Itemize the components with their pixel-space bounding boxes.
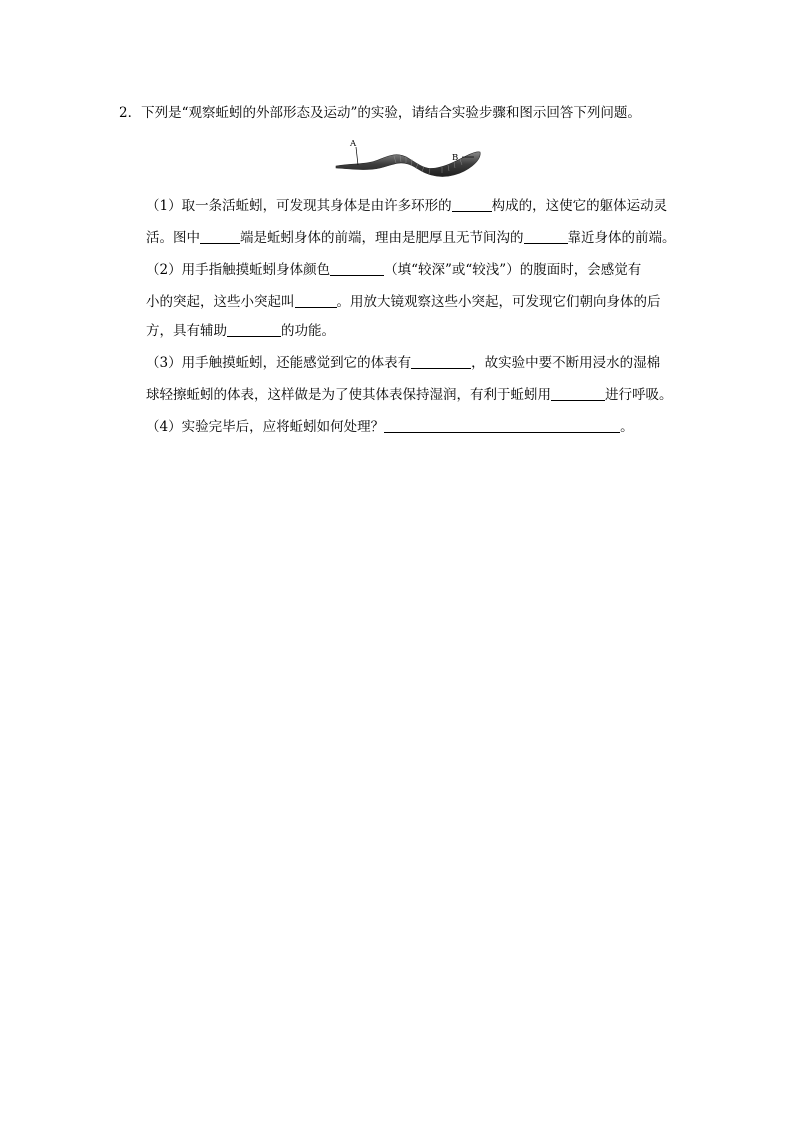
answer-blank[interactable] [384, 418, 620, 433]
label-a: A [350, 139, 357, 149]
question-stem [119, 104, 679, 122]
answer-blank[interactable] [452, 197, 492, 212]
item-3-line-2 [146, 386, 673, 404]
item-2-line-3 [146, 322, 335, 340]
item-3-text-b: ，故实验中要不断用浸水的湿棉 [471, 355, 661, 371]
answer-blank[interactable] [524, 229, 568, 244]
item-3-text-d: 进行呼吸。 [605, 387, 673, 403]
item-2-text-a: （2）用手指触摸蚯蚓身体颜色 [146, 262, 331, 278]
question-number: 2． [119, 105, 142, 121]
item-3-text-a: （3）用手触摸蚯蚓，还能感觉到它的体表有 [146, 355, 412, 371]
label-b: B [452, 153, 459, 163]
item-1-text-a: （1）取一条活蚯蚓，可发现其身体是由许多环形的 [146, 198, 452, 214]
answer-blank[interactable] [295, 293, 337, 308]
item-1-line-1 [146, 197, 667, 215]
answer-blank[interactable] [551, 386, 605, 401]
answer-blank[interactable] [227, 322, 281, 337]
answer-blank[interactable] [200, 229, 240, 244]
question-text: 下列是“观察蚯蚓的外部形态及运动”的实验，请结合实验步骤和图示回答下列问题。 [141, 105, 641, 121]
item-1-line-2 [146, 229, 676, 247]
item-2-line-1 [146, 261, 641, 279]
item-4-line-1 [146, 418, 634, 436]
item-2-text-d: 。用放大镜观察这些小突起，可发现它们朝向身体的后 [336, 294, 661, 310]
item-3-text-c: 球轻擦蚯蚓的体表，这样做是为了使其体表保持湿润，有利于蚯蚓用 [146, 387, 551, 403]
item-3-line-1 [146, 354, 660, 372]
item-1-text-e: 靠近身体的前端。 [567, 230, 676, 246]
item-4-text-a: （4）实验完毕后，应将蚯蚓如何处理？ [146, 419, 385, 435]
item-2-text-b: （填“较深”或“较浅”）的腹面时，会感觉有 [384, 262, 642, 278]
item-2-text-f: 的功能。 [281, 323, 335, 339]
item-1-text-b: 构成的，这使它的躯体运动灵 [491, 198, 668, 214]
answer-blank[interactable] [330, 261, 384, 276]
earthworm-figure [334, 136, 484, 186]
item-1-text-c: 活。图中 [146, 230, 200, 246]
item-2-line-2 [146, 293, 661, 311]
item-1-text-d: 端是蚯蚓身体的前端，理由是肥厚且无节间沟的 [240, 230, 524, 246]
label-a-pointer [356, 147, 358, 165]
item-2-text-c: 小的突起，这些小突起叫 [146, 294, 295, 310]
earthworm-illustration [334, 136, 484, 186]
answer-blank[interactable] [411, 354, 471, 369]
item-4-text-b: 。 [620, 419, 634, 435]
item-2-text-e: 方，具有辅助 [146, 323, 227, 339]
